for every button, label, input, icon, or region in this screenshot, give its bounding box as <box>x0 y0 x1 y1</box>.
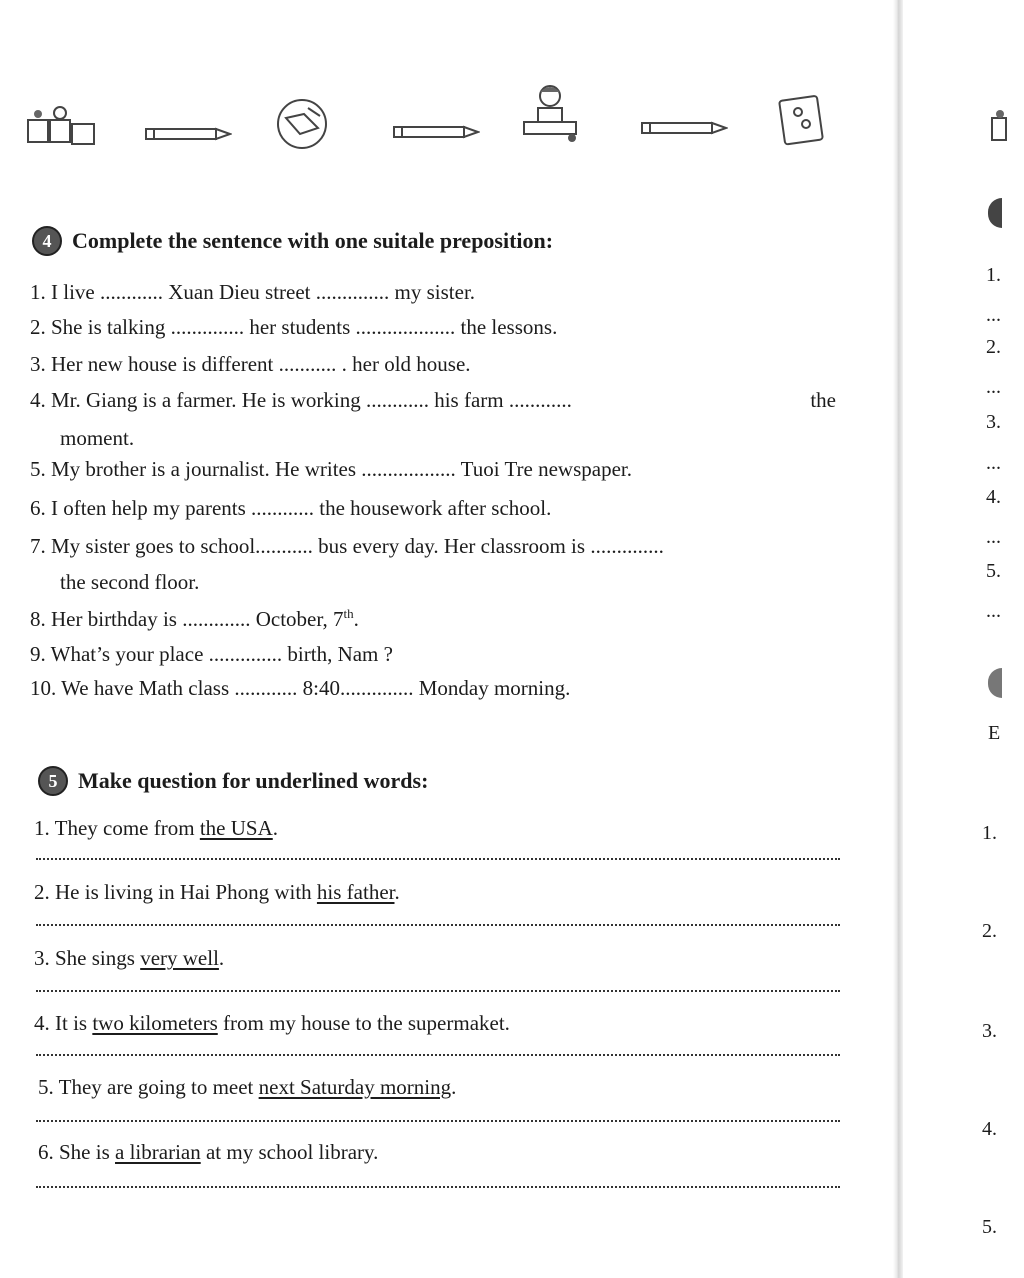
answer-line[interactable] <box>36 990 840 992</box>
underlined-words: next Saturday morning <box>258 1075 452 1099</box>
section-number-badge: 5 <box>38 766 68 796</box>
decorative-header <box>0 92 880 162</box>
margin-ellipsis: ... <box>986 526 1001 548</box>
question-item: 4. It is two kilometers from my house to the supermaket. <box>34 1011 510 1035</box>
exercise-item: 4. Mr. Giang is a farmer. He is working ............ his farm ............ the <box>30 388 836 412</box>
margin-letter: E <box>988 722 1001 744</box>
margin-ellipsis: ... <box>986 376 1001 398</box>
question-item: 5. They are going to meet next Saturday morning. <box>38 1075 457 1099</box>
margin-number: 5. <box>986 560 1001 582</box>
answer-line[interactable] <box>36 1120 840 1122</box>
exercise-item: 7. My sister goes to school........... bus every day. Her classroom is .............. <box>30 534 664 558</box>
answer-line[interactable] <box>36 1054 840 1056</box>
margin-number: 3. <box>982 1020 997 1042</box>
exercise-item-continuation: the second floor. <box>60 570 200 594</box>
section-number-badge: 4 <box>32 226 62 256</box>
section-title: Make question for underlined words: <box>78 768 429 794</box>
margin-ellipsis: ... <box>986 304 1001 326</box>
abc-blocks-icon <box>990 108 1010 144</box>
exercise-item: 1. I live ............ Xuan Dieu street .............. my sister. <box>30 280 476 304</box>
section-badge-fragment <box>988 198 1002 228</box>
book-icon <box>274 98 330 150</box>
exercise-item: 2. She is talking .............. her students ................... the lessons. <box>30 315 558 339</box>
exercise-item: 3. Her new house is different ........... . her old house. <box>30 352 471 376</box>
exercise-item: 6. I often help my parents ............ the housework after school. <box>30 496 552 520</box>
margin-ellipsis: ... <box>986 452 1001 474</box>
answer-line[interactable] <box>36 924 840 926</box>
section-badge-fragment <box>988 668 1002 698</box>
section-title: Complete the sentence with one suitale preposition: <box>72 228 554 254</box>
exercise-item: 9. What’s your place .............. birth, Nam ? <box>30 642 393 666</box>
underlined-words: very well <box>140 946 219 970</box>
underlined-words: the USA <box>199 816 273 840</box>
abc-book-icon <box>778 94 826 146</box>
abc-blocks-icon <box>26 106 98 148</box>
exercise-item: 10. We have Math class ............ 8:40.............. Monday morning. <box>30 676 571 700</box>
margin-ellipsis: ... <box>986 600 1001 622</box>
margin-number: 5. <box>982 1216 997 1238</box>
underlined-words: his father <box>316 880 395 904</box>
answer-line[interactable] <box>36 858 840 860</box>
answer-line[interactable] <box>36 1186 840 1188</box>
pencil-icon <box>144 126 232 142</box>
question-item: 2. He is living in Hai Phong with his father. <box>34 880 400 904</box>
margin-number: 2. <box>982 920 997 942</box>
margin-number: 1. <box>986 264 1001 286</box>
section-4-heading <box>32 228 553 258</box>
underlined-words: a librarian <box>115 1140 201 1164</box>
margin-number: 2. <box>986 336 1001 358</box>
margin-number: 3. <box>986 411 1001 433</box>
section-5-heading <box>38 768 428 798</box>
question-item: 3. She sings very well. <box>34 946 225 970</box>
underlined-words: two kilometers <box>92 1011 218 1035</box>
pencil-icon <box>640 120 728 136</box>
question-item: 6. She is a librarian at my school library. <box>38 1140 379 1164</box>
pencil-icon <box>392 124 480 140</box>
question-item: 1. They come from the USA. <box>34 816 278 840</box>
margin-number: 1. <box>982 822 997 844</box>
child-reading-icon <box>520 82 580 144</box>
margin-number: 4. <box>982 1118 997 1140</box>
page-divider <box>893 0 903 1278</box>
exercise-item: 5. My brother is a journalist. He writes .................. Tuoi Tre newspaper. <box>30 457 632 481</box>
margin-number: 4. <box>986 486 1001 508</box>
exercise-item-continuation: moment. <box>60 426 135 450</box>
exercise-item: 8. Her birthday is ............. October, 7th. <box>30 606 359 631</box>
